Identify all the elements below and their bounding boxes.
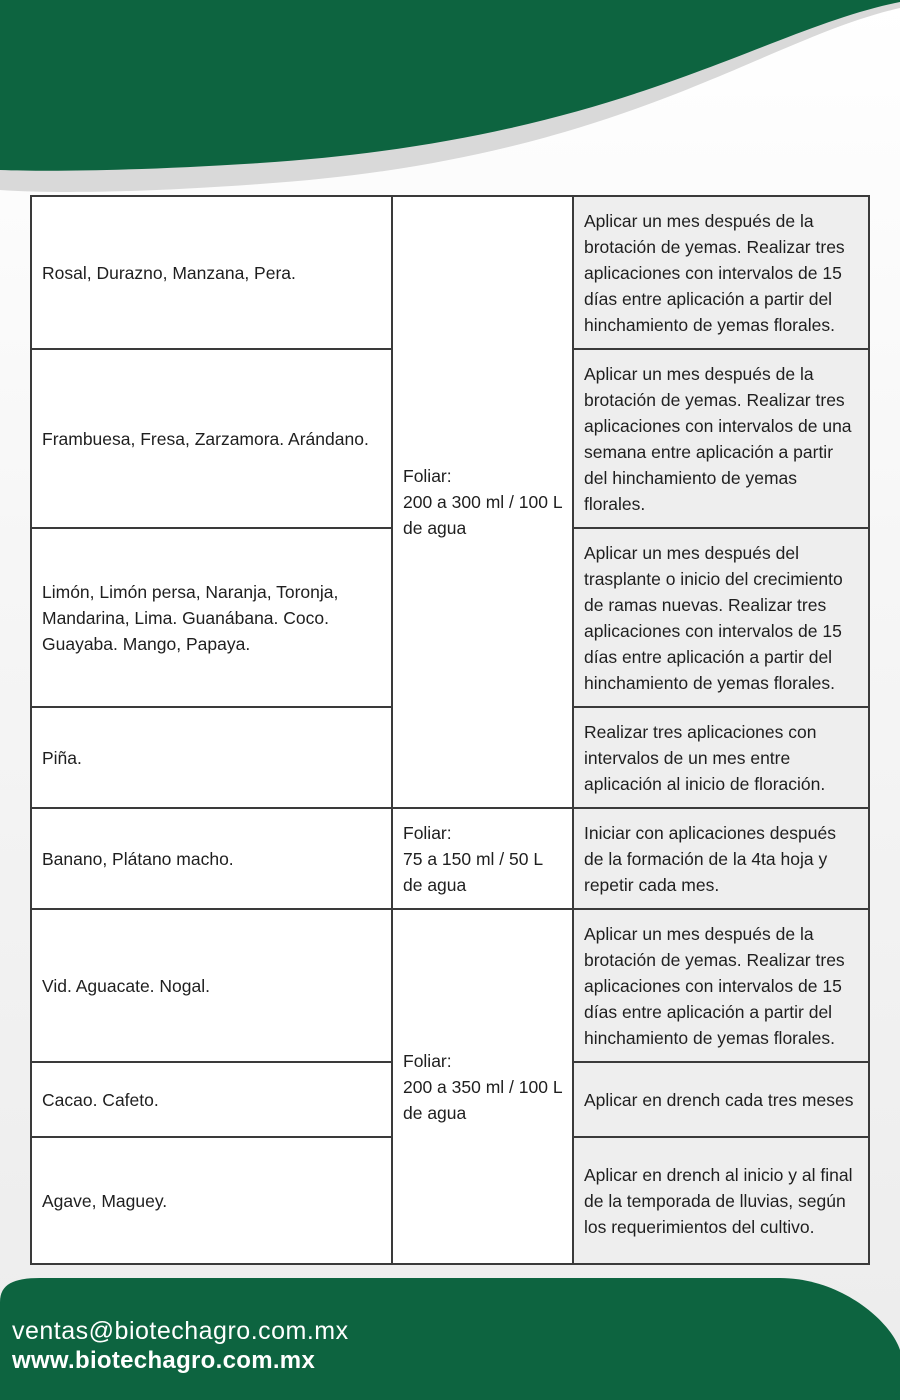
website-link[interactable]: www.biotechagro.com.mx [12, 1347, 316, 1374]
table-row [31, 808, 869, 909]
instruction-cell: Aplicar un mes después de la brotación de yemas. Realizar tres aplicaciones con intervalos de 15 días entre aplicación a partir del hinchamiento de yemas florales. [573, 909, 869, 1062]
table-row [31, 909, 869, 1062]
dose-method: Foliar: [403, 466, 452, 486]
crop-cell: Banano, Plátano macho. [31, 808, 392, 909]
instruction-cell: Aplicar en drench cada tres meses [573, 1062, 869, 1137]
header-wave [0, 0, 900, 220]
dose-cell [392, 909, 573, 1264]
instruction-cell: Aplicar un mes después del trasplante o inicio del crecimiento de ramas nuevas. Realizar tres aplicaciones con intervalos de 15 días entre aplicación a partir del hinchamiento de yemas florales. [573, 528, 869, 707]
crop-cell: Vid. Aguacate. Nogal. [31, 909, 392, 1062]
instruction-cell: Aplicar un mes después de la brotación de yemas. Realizar tres aplicaciones con intervalos de una semana entre aplicación a partir del hinchamiento de yemas florales. [573, 349, 869, 528]
crop-cell: Rosal, Durazno, Manzana, Pera. [31, 196, 392, 349]
dose-method: Foliar: [403, 1050, 452, 1071]
table-row [31, 196, 869, 349]
instruction-cell: Aplicar un mes después de la brotación de yemas. Realizar tres aplicaciones con intervalos de 15 días entre aplicación a partir del hinchamiento de yemas florales. [573, 196, 869, 349]
dose-cell [392, 196, 573, 808]
footer-contact [12, 1316, 349, 1376]
crop-cell: Cacao. Cafeto. [31, 1062, 392, 1137]
dose-method: Foliar: [403, 822, 452, 843]
application-table [30, 195, 870, 1265]
email-link[interactable]: ventas@biotechagro.com.mx [12, 1317, 349, 1345]
crop-cell: Limón, Limón persa, Naranja, Toronja, Mandarina, Lima. Guanábana. Coco. Guayaba. Mango, Papaya. [31, 528, 392, 707]
dose-amount: 75 a 150 ml / 50 L de agua [403, 848, 543, 895]
crop-cell: Piña. [31, 707, 392, 808]
dose-amount: 200 a 350 ml / 100 L de agua [403, 1076, 562, 1123]
crop-cell: Frambuesa, Fresa, Zarzamora. Arándano. [31, 349, 392, 528]
instruction-cell: Aplicar en drench al inicio y al final de la temporada de lluvias, según los requerimientos del cultivo. [573, 1137, 869, 1264]
instruction-cell: Realizar tres aplicaciones con intervalos de un mes entre aplicación al inicio de floración. [573, 707, 869, 808]
instruction-cell: Iniciar con aplicaciones después de la formación de la 4ta hoja y repetir cada mes. [573, 808, 869, 909]
dose-cell [392, 808, 573, 909]
crop-cell: Agave, Maguey. [31, 1137, 392, 1264]
dose-amount: 200 a 300 ml / 100 L de agua [403, 492, 562, 538]
